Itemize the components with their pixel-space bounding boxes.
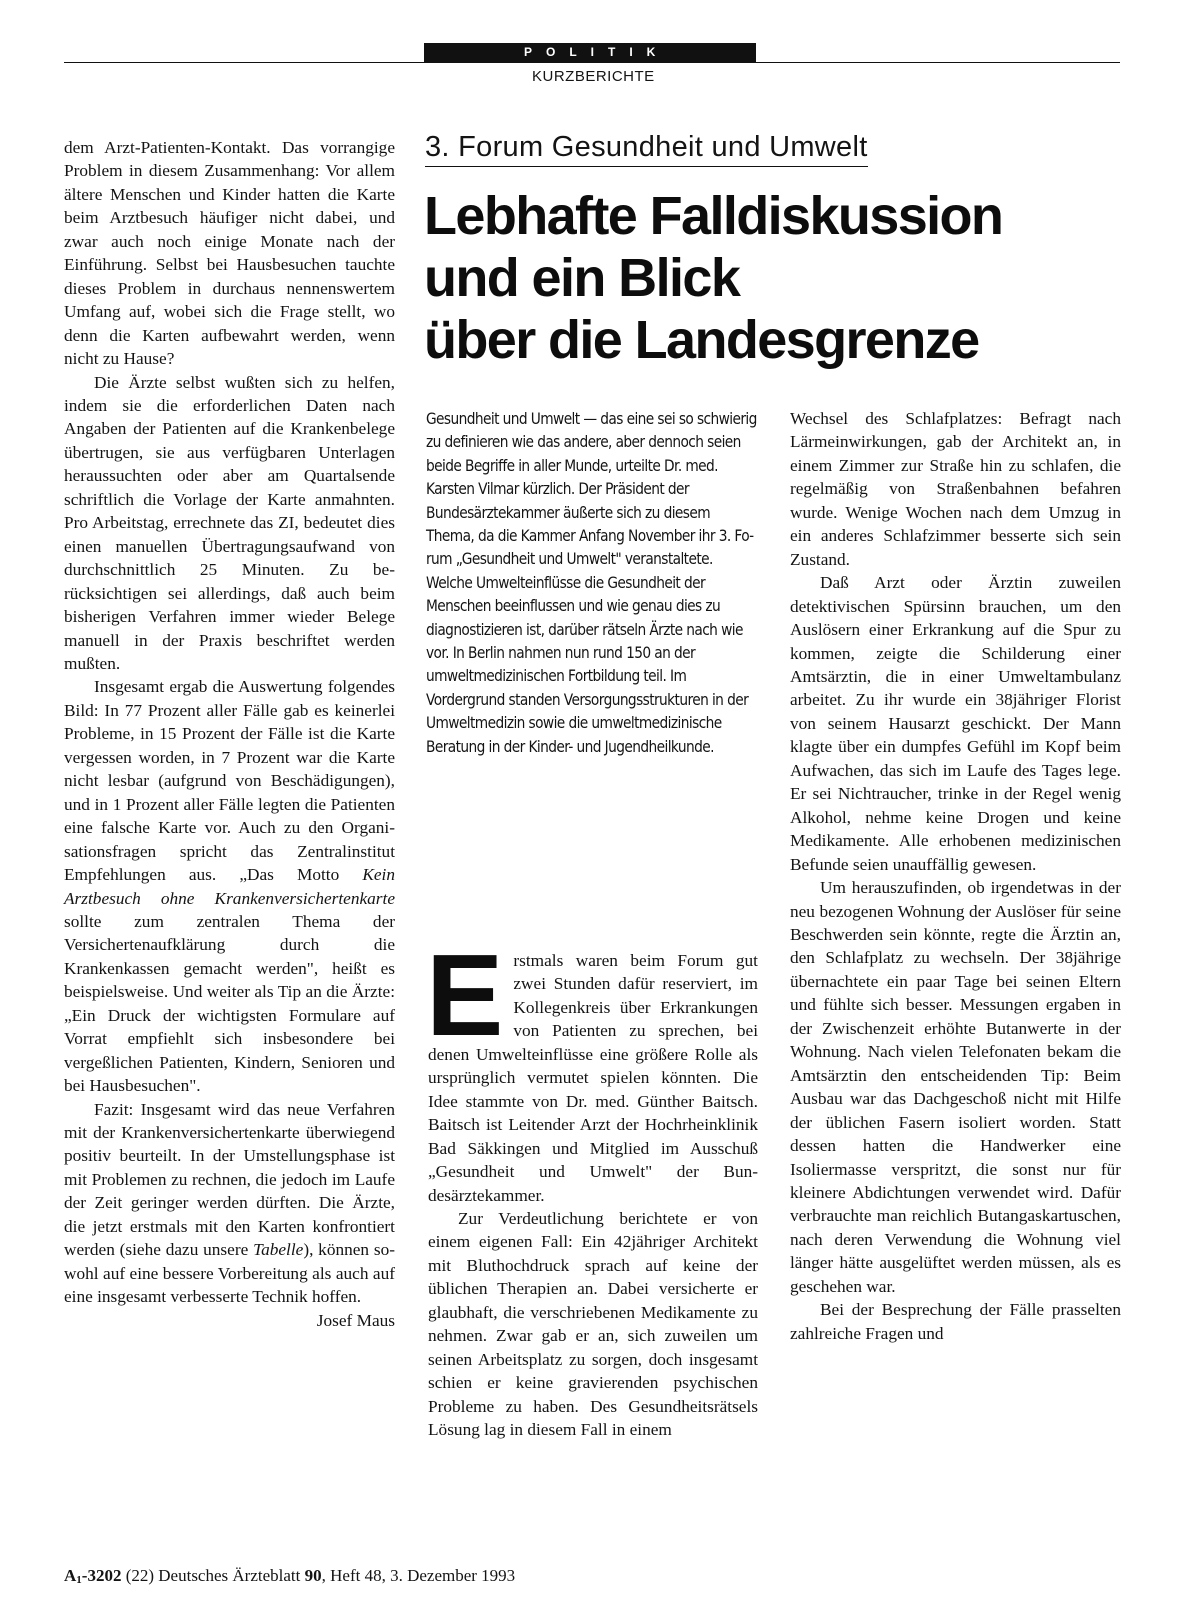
volume-number: 90 <box>304 1566 322 1585</box>
paragraph: Bei der Besprechung der Fälle prasselten zahlreiche Fragen und <box>790 1300 1121 1343</box>
article-lead: Gesundheit und Umwelt — das eine sei so schwierig zu definieren wie das andere, aber dennoch seien beide Begriffe in aller Munde, urteilte Dr. med. Karsten Vilmar kürzlich. Der Präsident der Bundesärztekammer äußerte sich zu diesem Thema, da die Kammer Anfang November ihr 3. Forum „Gesundheit und Umwelt" veranstaltete. Welche Umwelteinflüsse die Gesundheit der Menschen beeinflussen und wie genau dies zu diagnostizieren ist, darüber rätseln Ärzte nach wie vor. In Berlin nahmen nun rund 150 an der umweltmedizinischen Fortbildung teil. Im Vordergrund standen Versorgungsstrukturen in der Umweltmedizin sowie die umweltmedizinische Beratung in der Kinder- und Jugendheilkunde. <box>426 409 757 756</box>
page-number <box>64 1566 121 1585</box>
paragraph: Wechsel des Schlafplatzes: Befragt nach Lärmeinwirkungen, gab der Architekt an, in einem Zimmer zur Straße hin zu schlafen, die regelmäßig von Straßenbahnen befahren wurde. Wenige Wochen nach dem Umzug in ein anderes Schlafzimmer besserte sich sein Zustand. <box>790 409 1121 569</box>
paragraph-text: rstmals waren beim Forum gut zwei Stunden dafür reserviert, im Kollegenkreis über Erkrankungen von Patienten zu sprechen, bei denen Umwelteinflüsse eine größere Rolle als ursprünglich vermutet spielen könnten. Die Idee stammte von Dr. med. Günther Baitsch. Baitsch ist Leitender Arzt der Hochrheinklinik Bad Säkkingen und Mitglied im Ausschuß „Gesundheit und Umwelt" der Bundesärztekammer. <box>428 951 758 1205</box>
paragraph-text: Insgesamt ergab die Auswertung folgendes Bild: In 77 Prozent aller Fälle gab es keinerlei Probleme, in 15 Prozent der Fälle ist die Karte vergessen worden, in 7 Prozent war die Karte nicht lesbar (aufgrund von Beschädigungen), und in 1 Prozent aller Fälle legten die Patienten eine falsche Karte vor. Auch zu den Organisationsfragen spricht das Zentralinstitut Empfehlungen aus. „Das Motto <box>64 677 395 885</box>
paragraph: Die Ärzte selbst wußten sich zu helfen, indem sie die erforderlichen Daten nach Angaben der Patienten auf die Krankenbelege übertrugen, sie aus verfügbaren Unterlagen heraussuchten oder aber am Quartalsende schriftlich die Vorlage der Karte anmahnten. Pro Arbeitstag, errechnete das ZI, bedeutet dies einen manuellen Übertragungsaufwand von durchschnittlich 25 Minuten. Zu berücksichtigen sei allerdings, daß auch beim bisherigen Verfahren immer wieder Belege manuell in der Praxis beschriftet werden mußten. <box>64 372 395 673</box>
paragraph <box>64 1098 395 1330</box>
previous-article-column <box>64 136 395 1332</box>
issue-date: , Heft 48, 3. Dezember 1993 <box>321 1566 516 1585</box>
page-digits: -3202 <box>81 1566 122 1585</box>
headline-line: über die Landesgrenze <box>424 310 979 370</box>
page-footer <box>64 1566 515 1590</box>
paragraph: Um herauszufinden, ob irgendetwas in der neu bezogenen Wohnung der Auslöser für seine Beschwerden sein könnte, regte die Ärztin an, den Schlafplatz zu wechseln. Der 38jährige übernachtete ein paar Tage bei seinen Eltern und fühlte sich besser. Messungen ergaben in der Zwischenzeit erhöhte Butanwerte in der Wohnung. Nach vielen Telefonaten bekam die Amtsärztin den entscheidenden Tip: Beim Ausbau war das Dachgeschoß nicht mit Hilfe der üblichen Fasern isoliert worden. Statt dessen hatten die Handwerker eine Isoliermasse verspritzt, die sonst nur für kleinere Abdichtungen verwendet wird. Dafür verbrauchte man reichlich Butangaskartuschen, nach deren Verwendung die Wohnung viel länger hätte ausgelüftet werden müssen, als es geschehen war. <box>790 878 1121 1296</box>
article-body-column-2 <box>790 407 1121 1345</box>
paragraph-text: sollte zum zentralen Thema der Versichertenaufklärung durch die Krankenkassen gemacht werden", heißt es beispielsweise. Und weiter als Tip an die Ärzte: „Ein Druck der wichtigsten Formulare auf Vorrat empfiehlt sich insbesondere bei vergeßlichen Patienten, Kindern, Senioren und bei Hausbesuchen". <box>64 911 395 1096</box>
page-sub: 1 <box>76 1574 82 1586</box>
subsection-label: KURZBERICHTE <box>532 68 655 85</box>
italic-quote: Kein Arztbesuch ohne Krankenversichertenkarte <box>64 865 395 908</box>
paragraph-text: ), können sowohl auf eine bessere Vorbereitung als auch auf eine insgesamt verbesserte Technik hoffen. <box>64 1240 395 1307</box>
issue-info: (22) Deutsches Ärzteblatt <box>125 1566 301 1585</box>
drop-cap: E <box>426 930 504 1060</box>
paragraph <box>64 675 395 1097</box>
article-body-column-1 <box>426 930 758 1442</box>
headline-line: Lebhafte Falldiskussion <box>424 186 1003 246</box>
header-rule <box>64 62 1120 63</box>
author-byline: Josef Maus <box>316 1310 395 1330</box>
section-label: POLITIK <box>424 43 756 62</box>
table-reference: Tabelle <box>253 1240 304 1260</box>
paragraph: Daß Arzt oder Ärztin zuweilen detektivischen Spürsinn brauchen, um den Auslösern einer Erkrankung auf die Spur zu kommen, zeigte die Schilderung einer Amtsärztin, die in einer Umweltambulanz arbeitet. Zu ihr wurde ein 38jähriger Florist von seinem Hausarzt geschickt. Der Mann klagte über ein dumpfes Gefühl im Kopf beim Aufwachen, das sich im Laufe des Tages lege. Er sei Nichtraucher, trinke in der Regel wenig Alkohol, nehme keine Drogen und keine Medikamente. Alle erhobenen medizinischen Befunde seien unauffällig gewesen. <box>790 573 1121 874</box>
paragraph <box>426 930 758 1207</box>
page-prefix: A <box>64 1566 77 1585</box>
article-headline <box>424 185 1124 371</box>
headline-line: und ein Blick <box>424 248 740 308</box>
paragraph: dem Arzt-Patienten-Kontakt. Das vorrangige Problem in diesem Zusammenhang: Vor allem ältere Menschen und Kinder hatten die Karte beim Arztbesuch häufiger nicht dabei, und zwar auch noch einige Monate nach der Einführung. Selbst bei Hausbesuchen tauchte dieses Problem in durchaus nennenswertem Umfang auf, wobei sich die Frage stellt, wo denn die Karten aufbewahrt werden, wenn nicht zu Hause? <box>64 138 395 369</box>
article-kicker: 3. Forum Gesundheit und Umwelt <box>425 130 868 167</box>
paragraph: Zur Verdeutlichung berichtete er von einem eigenen Fall: Ein 42jähriger Architekt mit Bluthochdruck sprach auf keine der üblichen Therapien an. Dabei versicherte er glaubhaft, die verschriebenen Medikamente zu nehmen. Zwar gab er an, sich zuweilen um seinen Arbeitsplatz zu sorgen, doch insgesamt schien er keine gravierenden psychischen Probleme zu haben. Des Gesundheitsrätsels Lösung lag in diesem Fall in einem <box>428 1208 758 1440</box>
paragraph-text: Fazit: Insgesamt wird das neue Verfahren mit der Krankenversichertenkarte überwiegend positiv beurteilt. In der Umstellungsphase ist mit Problemen zu rechnen, die jedoch im Laufe der Zeit geringer werden dürften. Die Ärzte, die jetzt erstmals mit den Karten konfrontiert werden (siehe dazu unsere <box>64 1099 395 1260</box>
